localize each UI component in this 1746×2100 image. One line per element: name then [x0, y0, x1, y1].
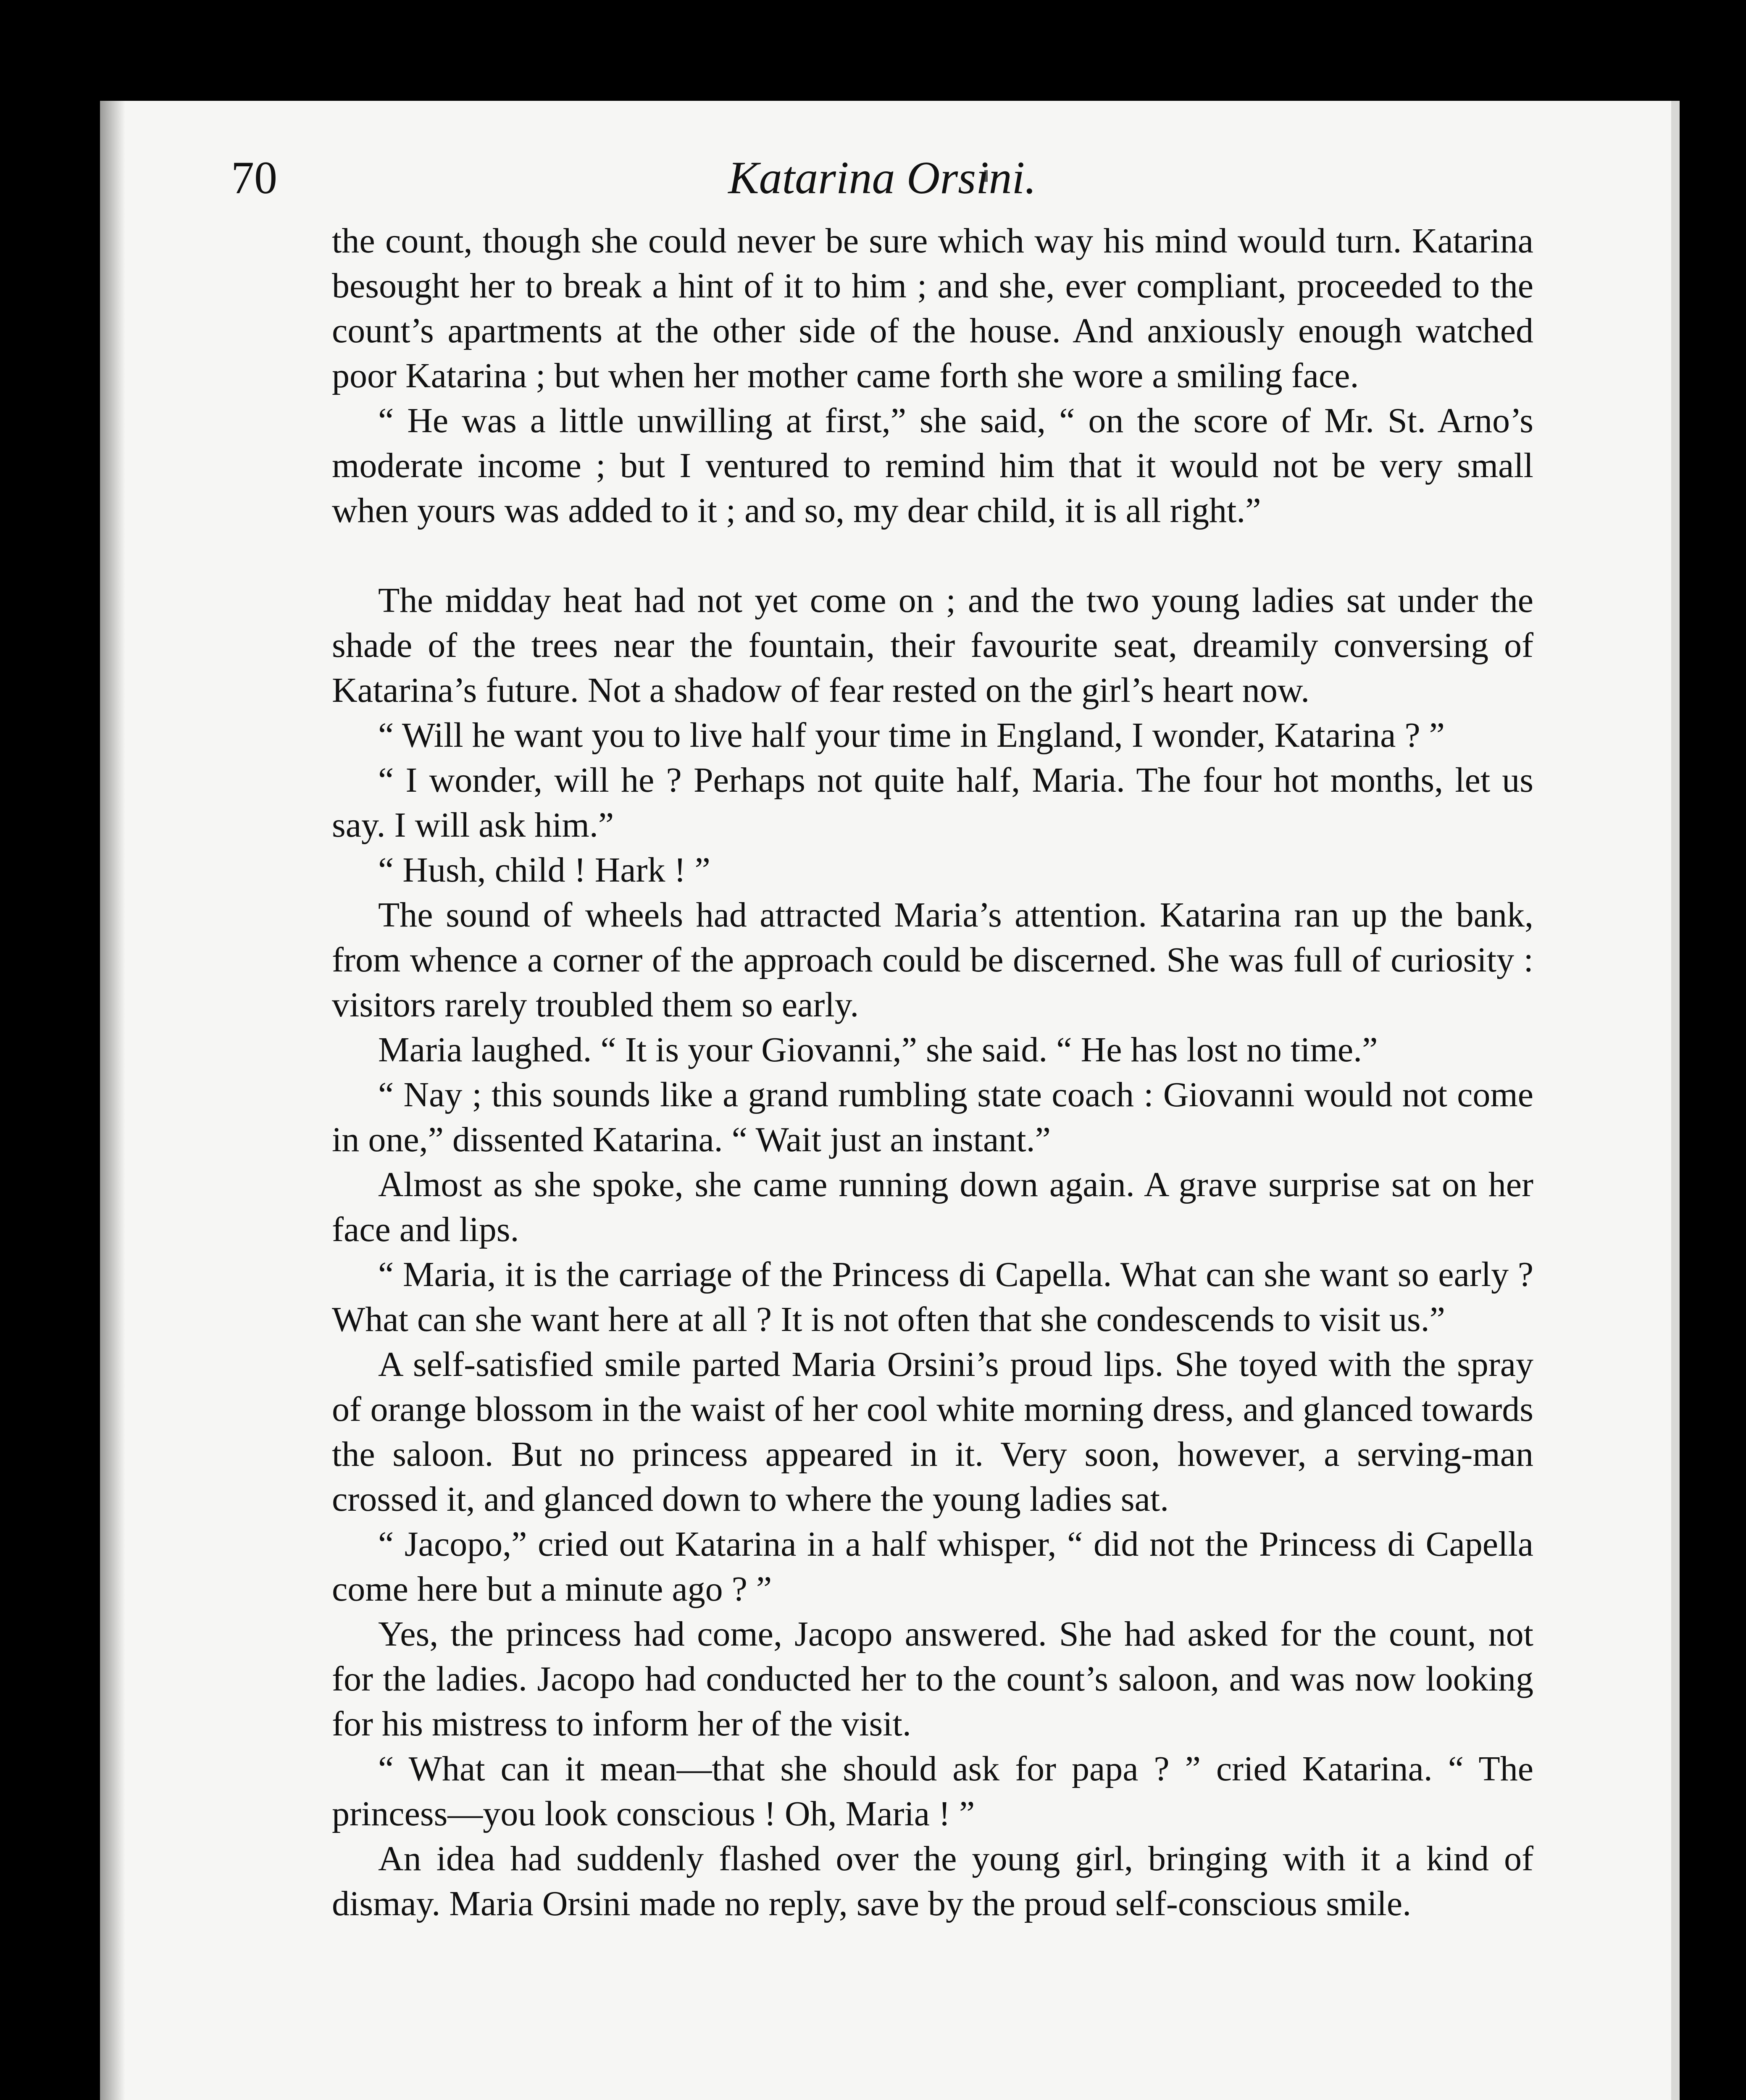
running-title: Katarina Orsini. [728, 152, 1036, 203]
paragraph: “ Maria, it is the carriage of the Princess di Capella. What can she want so early ? What can she want here at all ? It is not often that she condescends to visit us.” [332, 1255, 1533, 1339]
paragraph: “ I wonder, will he ? Perhaps not quite half, Maria. The four hot months, let us say. I will ask him.” [332, 761, 1533, 845]
paragraph: the count, though she could never be sure which way his mind would turn. Katarina besought her to break a hint of it to him ; and she, ever compliant, proceeded to the count’s apartments at the other side of the house. And anxiously enough watched poor Katarina ; but when her mother came forth she wore a smiling face. [332, 221, 1533, 395]
page-edge [1671, 101, 1680, 2100]
paragraph: The midday heat had not yet come on ; and the two young ladies sat under the shade of the trees near the fountain, their favourite seat, dreamily conversing of Katarina’s future. Not a shadow of fear rested on the girl’s heart now. [332, 581, 1533, 710]
paragraph: “ What can it mean—that she should ask for papa ? ” cried Katarina. “ The princess—you look conscious ! Oh, Maria ! ” [332, 1749, 1533, 1833]
page-number: 70 [231, 152, 277, 203]
paragraph: “ Nay ; this sounds like a grand rumbling state coach : Giovanni would not come in one,” dissented Katarina. “ Wait just an instant.” [332, 1075, 1533, 1159]
paragraph: Maria laughed. “ It is your Giovanni,” she said. “ He has lost no time.” [378, 1030, 1378, 1069]
paragraph: “ He was a little unwilling at first,” she said, “ on the score of Mr. St. Arno’s moderate income ; but I ventured to remind him that it would not be very small when yours was added to it ; and so, my dear child, it is all right.” [332, 401, 1533, 530]
paragraph: The sound of wheels had attracted Maria’s attention. Katarina ran up the bank, from whence a corner of the approach could be discerned. She was full of curiosity : visitors rarely troubled them so early. [332, 895, 1533, 1024]
page-header [231, 151, 1533, 214]
paragraph: An idea had suddenly flashed over the young girl, bringing with it a kind of dismay. Maria Orsini made no reply, save by the proud self-conscious smile. [332, 1839, 1533, 1923]
paragraph: A self-satisfied smile parted Maria Orsini’s proud lips. She toyed with the spray of orange blossom in the waist of her cool white morning dress, and glanced towards the saloon. But no princess appeared in it. Very soon, however, a serving-man crossed it, and glanced down to where the young ladies sat. [332, 1345, 1533, 1519]
paragraph: “ Jacopo,” cried out Katarina in a half whisper, “ did not the Princess di Capella come here but a minute ago ? ” [332, 1525, 1533, 1609]
body-text [332, 218, 1533, 1926]
paragraph: “ Will he want you to live half your time in England, I wonder, Katarina ? ” [378, 716, 1445, 755]
paragraph: “ Hush, child ! Hark ! ” [378, 850, 710, 890]
paragraph: Almost as she spoke, she came running down again. A grave surprise sat on her face and lips. [332, 1165, 1533, 1249]
gutter-shadow [100, 101, 125, 2100]
paragraph: Yes, the princess had come, Jacopo answered. She had asked for the count, not for the ladies. Jacopo had conducted her to the count’s saloon, and was now looking for his mistress to inform her of the visit. [332, 1614, 1533, 1743]
